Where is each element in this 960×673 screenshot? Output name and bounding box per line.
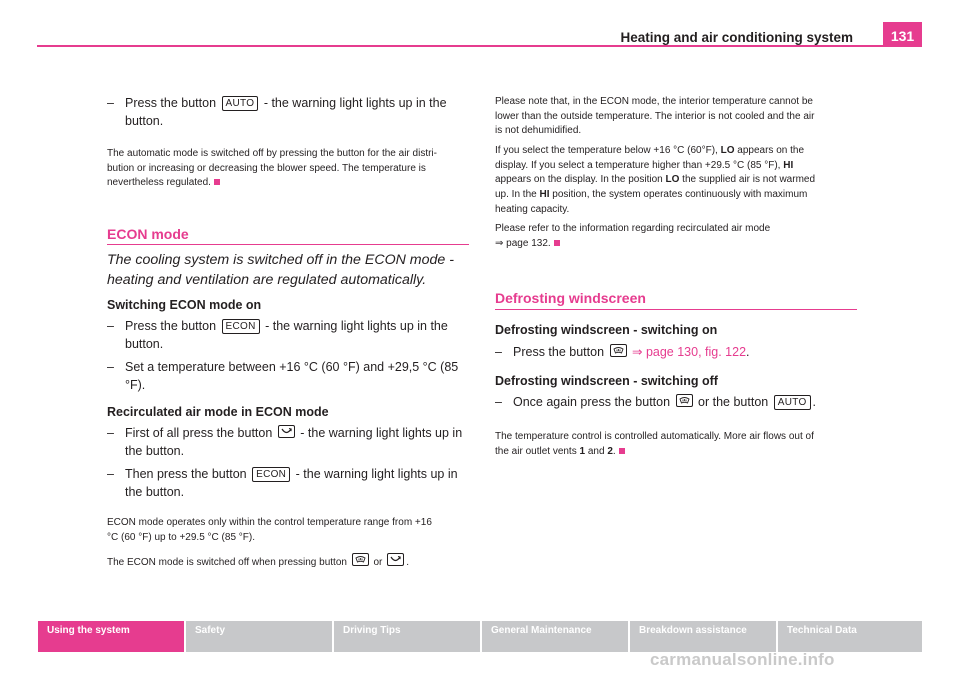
- recirculation-icon: [387, 553, 404, 566]
- defrost-icon: [676, 394, 693, 407]
- footer-tab-technical-data[interactable]: Technical Data: [787, 625, 857, 636]
- econ-step-1: – Press the button ECON - the warning light lights up in the button.: [107, 319, 448, 351]
- footer-tab-using-the-system[interactable]: Using the system: [38, 621, 184, 652]
- econ-section-title: ECON mode: [107, 226, 189, 242]
- recirc-step-1: – First of all press the button - the warning light lights up in the button.: [107, 426, 463, 458]
- defrost-section-title: Defrosting windscreen: [495, 290, 646, 306]
- auto-mode-note: The automatic mode is switched off by pressing the button for the air distri- bution or increasing or decreasing the blower speed. The temperature is nevertheless regulated.: [107, 148, 437, 189]
- section-end-marker: [554, 240, 560, 246]
- defrost-on-step: – Press the button ⇒ page 130, fig. 122.: [495, 345, 750, 359]
- section-rule: [495, 309, 857, 310]
- econ-key-label: ECON: [222, 319, 260, 334]
- section-end-marker: [619, 448, 625, 454]
- auto-key-label: AUTO: [222, 96, 259, 111]
- econ-range-note: ECON mode operates only within the control temperature range from +16 °C (60 °F) up to +29.5 °C (85 °F).: [107, 517, 432, 543]
- figure-reference-link[interactable]: ⇒ page 130, fig. 122: [632, 345, 747, 359]
- section-rule: [107, 244, 469, 245]
- footer-navigation: [38, 621, 922, 652]
- footer-tab-breakdown-assistance[interactable]: Breakdown assistance: [639, 625, 747, 636]
- defrost-icon: [610, 344, 627, 357]
- recirculation-icon: [278, 425, 295, 438]
- airflow-note: The temperature control is controlled automatically. More air flows out of the air outlet vents 1 and 2.: [495, 431, 814, 457]
- page-number: 131: [883, 22, 922, 47]
- section-end-marker: [214, 179, 220, 185]
- econ-lead-text: The cooling system is switched off in the ECON mode - heating and ventilation are regulated automatically.: [107, 252, 454, 288]
- recirc-step-2: – Then press the button ECON - the warning light lights up in the button.: [107, 467, 458, 499]
- econ-step-2: – Set a temperature between +16 °C (60 °F) and +29,5 °C (85 °F).: [107, 360, 459, 392]
- lo-hi-note: If you select the temperature below +16 °C (60°F), LO appears on the display. If you select a temperature higher than +29.5 °C (85 °F), HI appears on the display. In the position LO the supplied air is not warmed up. In the HI position, the system operates continuously with maximum heating capacity.: [495, 145, 816, 215]
- econ-temperature-note: Please note that, in the ECON mode, the interior temperature cannot be lower than the outside temperature. The interior is not cooled and the air is not dehumidified.: [495, 96, 815, 137]
- chapter-title: Heating and air conditioning system: [620, 30, 853, 45]
- defrost-on-heading: Defrosting windscreen - switching on: [495, 323, 718, 337]
- recirc-heading: Recirculated air mode in ECON mode: [107, 405, 329, 419]
- footer-tab-driving-tips[interactable]: Driving Tips: [343, 625, 401, 636]
- econ-key-label: ECON: [252, 467, 290, 482]
- footer-tab-safety[interactable]: Safety: [195, 625, 226, 636]
- recirc-reference-note: Please refer to the information regarding recirculated air mode ⇒ page 132.: [495, 223, 771, 249]
- header-rule: [37, 45, 922, 47]
- defrost-off-step: – Once again press the button or the button AUTO .: [495, 395, 817, 409]
- switch-on-heading: Switching ECON mode on: [107, 298, 262, 312]
- econ-off-note: The ECON mode is switched off when pressing button or .: [107, 553, 472, 571]
- auto-key-label: AUTO: [774, 395, 811, 410]
- watermark: carmanualsonline.info: [650, 650, 835, 669]
- page-reference-link[interactable]: page 132.: [506, 237, 551, 249]
- auto-step: – Press the button AUTO - the warning light lights up in the button.: [107, 96, 447, 128]
- footer-tab-general-maintenance[interactable]: General Maintenance: [491, 625, 592, 636]
- defrost-off-heading: Defrosting windscreen - switching off: [495, 374, 718, 388]
- defrost-icon: [352, 553, 369, 566]
